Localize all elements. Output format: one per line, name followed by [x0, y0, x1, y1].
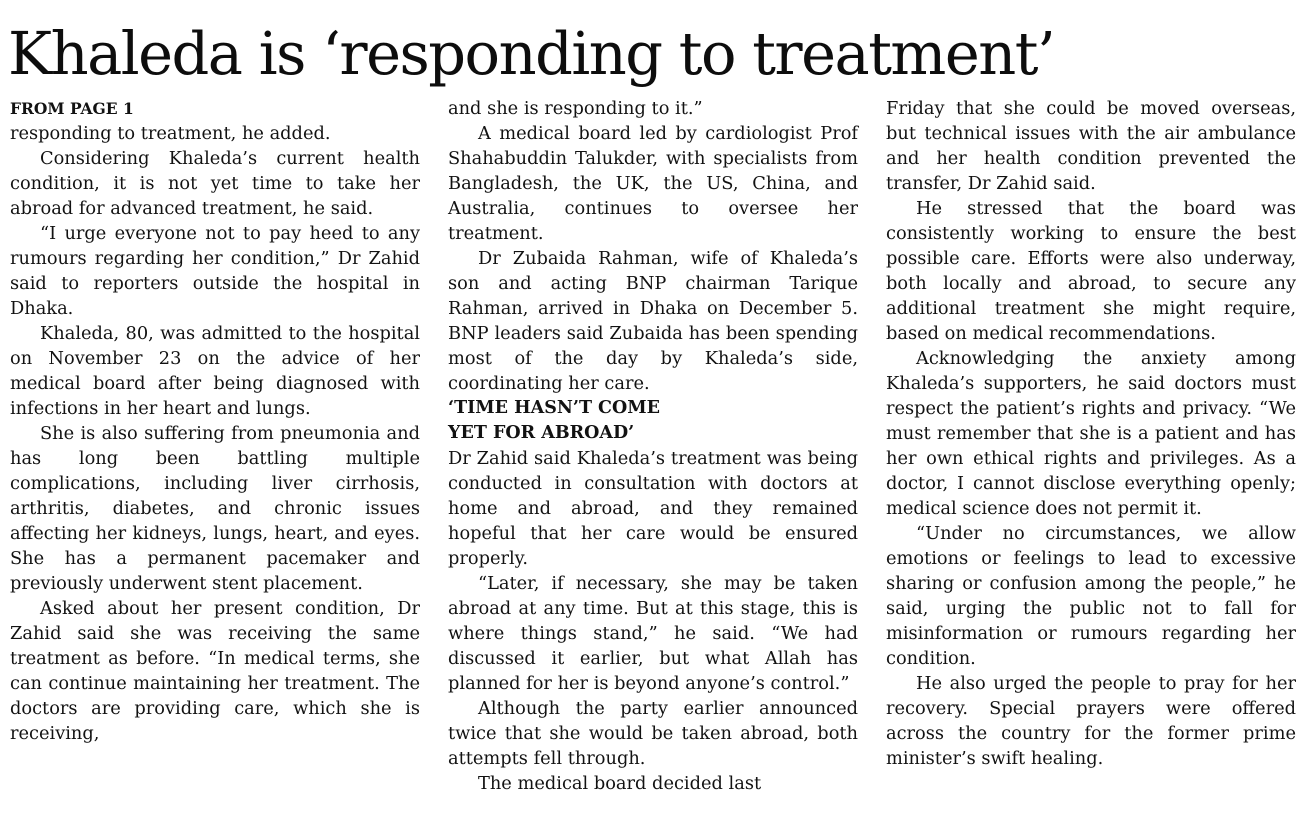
headline: Khaleda is ‘responding to treatment’	[8, 19, 1055, 88]
paragraph: He stressed that the board was consistently working to ensure the best possible care. Efforts were also underway, both locally and abroad, to secure any additional treatment she might require, based on medical recommendations.	[886, 198, 1296, 344]
paragraph: and she is responding to it.”	[448, 98, 703, 119]
paragraph: “Later, if necessary, she may be taken abroad at any time. But at this stage, this is where things stand,” he said. “We had discussed it earlier, but what Allah has planned for her is beyond anyone’s control.”	[448, 573, 858, 694]
paragraph: Considering Khaleda’s current health condition, it is not yet time to take her abroad for advanced treatment, he said.	[10, 148, 420, 219]
paragraph: Khaleda, 80, was admitted to the hospital on November 23 on the advice of her medical board after being diagnosed with infections in her heart and lungs.	[10, 323, 420, 419]
paragraph: Acknowledging the anxiety among Khaleda’s supporters, he said doctors must respect the patient’s rights and privacy. “We must remember that she is a patient and has her own ethical rights and privileges. As a doctor, I cannot disclose everything openly; medical science does not permit it.	[886, 348, 1296, 519]
paragraph: He also urged the people to pray for her recovery. Special prayers were offered across the country for the former prime minister’s swift healing.	[886, 673, 1296, 769]
article-column-2	[448, 96, 858, 796]
paragraph: Although the party earlier announced twice that she would be taken abroad, both attempts fell through.	[448, 698, 858, 769]
article-column-1	[10, 96, 420, 746]
paragraph: Dr Zahid said Khaleda’s treatment was being conducted in consultation with doctors at home and abroad, and they remained hopeful that her care would be ensured properly.	[448, 448, 858, 569]
continuation-kicker: FROM PAGE 1	[10, 99, 134, 118]
subheading-line-1: ‘TIME HASN’T COME	[448, 398, 660, 418]
paragraph: Friday that she could be moved overseas, but technical issues with the air ambulance and her health condition prevented the transfer, Dr Zahid said.	[886, 98, 1296, 194]
paragraph: “I urge everyone not to pay heed to any rumours regarding her condition,” Dr Zahid said to reporters outside the hospital in Dhaka.	[10, 223, 420, 319]
subheading-line-2: YET FOR ABROAD’	[448, 423, 635, 443]
article-column-3	[886, 96, 1296, 771]
paragraph: Asked about her present condition, Dr Zahid said she was receiving the same treatment as before. “In medical terms, she can continue maintaining her treatment. The doctors are providing care, which she is receiving,	[10, 598, 420, 744]
paragraph: responding to treatment, he added.	[10, 123, 331, 144]
paragraph: The medical board decided last	[478, 773, 762, 794]
paragraph: She is also suffering from pneumonia and has long been battling multiple complications, including liver cirrhosis, arthritis, diabetes, and chronic issues affecting her kidneys, lungs, heart, and eyes. She has a permanent pacemaker and previously underwent stent placement.	[10, 423, 420, 594]
paragraph: “Under no circumstances, we allow emotions or feelings to lead to excessive sharing or confusion among the people,” he said, urging the public not to fall for misinformation or rumours regarding her condition.	[886, 523, 1296, 669]
paragraph: Dr Zubaida Rahman, wife of Khaleda’s son and acting BNP chairman Tarique Rahman, arrived in Dhaka on December 5. BNP leaders said Zubaida has been spending most of the day by Khaleda’s side, coordinating her care.	[448, 248, 858, 394]
paragraph: A medical board led by cardiologist Prof Shahabuddin Talukder, with specialists from Bangladesh, the UK, the US, China, and Australia, continues to oversee her treatment.	[448, 123, 858, 244]
